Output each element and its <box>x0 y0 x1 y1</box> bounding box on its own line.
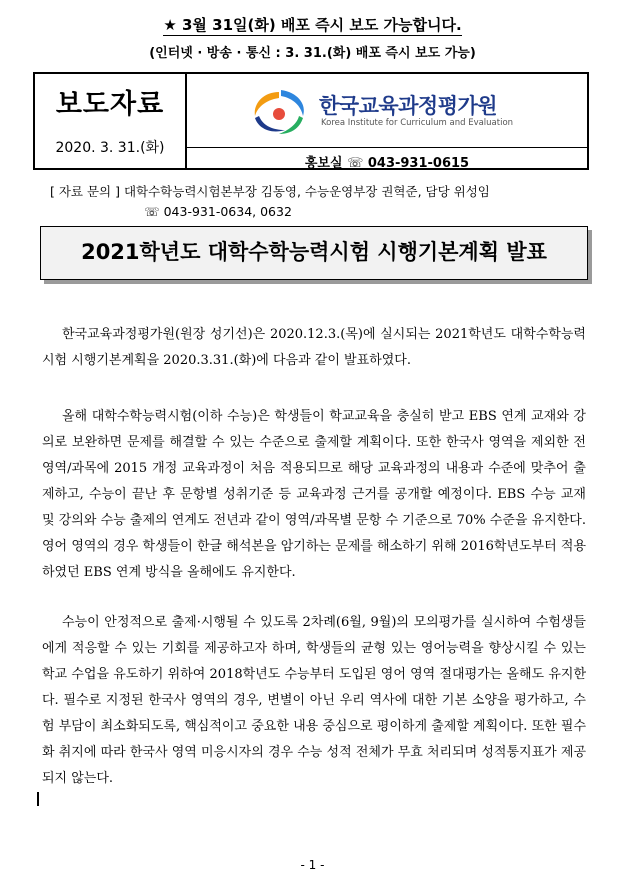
embargo-notice: ★ 3월 31일(화) 배포 즉시 보도 가능합니다. <box>163 16 462 34</box>
kice-logo <box>245 86 545 136</box>
paragraph-mock-exams: 수능이 안정적으로 출제·시행될 수 있도록 2차례(6월, 9월)의 모의평가를 실시하여 수험생들에게 적응할 수 있는 기회를 제공하고자 하며, 학생들의 균형 있는 영어능력을 향상시킬 수 있는 학교 수업을 유도하기 위하여 2018학년도 수능부터 도입된 영어 영역 절대평가는 올해도 유지한다. 필수로 지정된 한국사 영역의 경우, 변별이 아닌 우리 역사에 대한 기본 소양을 평가하고, 수험 부담이 최소화되도록, 핵심적이고 중요한 내용 중심으로 평이하게 출제할 계획이다. 또한 필수화 취지에 따라 한국사 영역 미응시자의 경우 수능 성적 전체가 무효 처리되며 성적통지표가 제공되지 않는다. <box>42 615 586 786</box>
header-divider <box>187 147 587 148</box>
release-date: 2020. 3. 31.(화) <box>55 140 165 156</box>
inquiry-phone: ☏ 043-931-0634, 0632 <box>144 204 292 219</box>
headline: 2021학년도 대학수학능력시험 시행기본계획 발표 <box>40 226 588 280</box>
press-header-box <box>33 72 589 170</box>
kice-logo-icon <box>245 86 313 136</box>
press-title-cell <box>35 74 187 168</box>
embargo-media-notice: (인터넷 · 방송 · 통신 : 3. 31.(화) 배포 즉시 보도 가능) <box>149 46 476 61</box>
press-title: 보도자료 <box>55 89 165 120</box>
inquiry-contacts: [ 자료 문의 ] 대학수학능력시험본부장 김동영, 수능운영부장 권혁준, 담당 위성임 <box>50 184 490 199</box>
logo-korean-name: 한국교육과정평가원 <box>319 94 498 118</box>
paragraph-intro: 한국교육과정평가원(원장 성기선)은 2020.12.3.(목)에 실시되는 2021학년도 대학수학능력시험 시행기본계획을 2020.3.31.(화)에 다음과 같이 발표하였다. <box>42 327 586 368</box>
paragraph-exam-policy: 올해 대학수학능력시험(이하 수능)은 학생들이 학교교육을 충실히 받고 EBS 연계 교재와 강의로 보완하면 문제를 해결할 수 있는 수준으로 출제할 계획이다. 또한 한국사 영역을 제외한 전 영역/과목에 2015 개정 교육과정이 처음 적용되므로 해당 교육과정의 내용과 수준에 맞추어 출제하고, 수능이 끝난 후 문항별 성취기준 등 교육과정 근거를 공개할 예정이다. EBS 수능 교재 및 강의와 수능 출제의 연계도 전년과 같이 영역/과목별 문항 수 기준으로 70% 수준을 유지한다. 영어 영역의 경우 학생들이 한글 해석본을 암기하는 문제를 해소하기 위해 2016학년도부터 적용하였던 EBS 연계 방식을 올해에도 유지한다. <box>42 409 586 580</box>
page-number: - 1 - <box>300 858 325 872</box>
pr-office-contact: 홍보실 ☏ 043-931-0615 <box>304 156 470 171</box>
text-cursor <box>37 792 39 806</box>
logo-english-name: Korea Institute for Curriculum and Evaluation <box>321 118 514 128</box>
